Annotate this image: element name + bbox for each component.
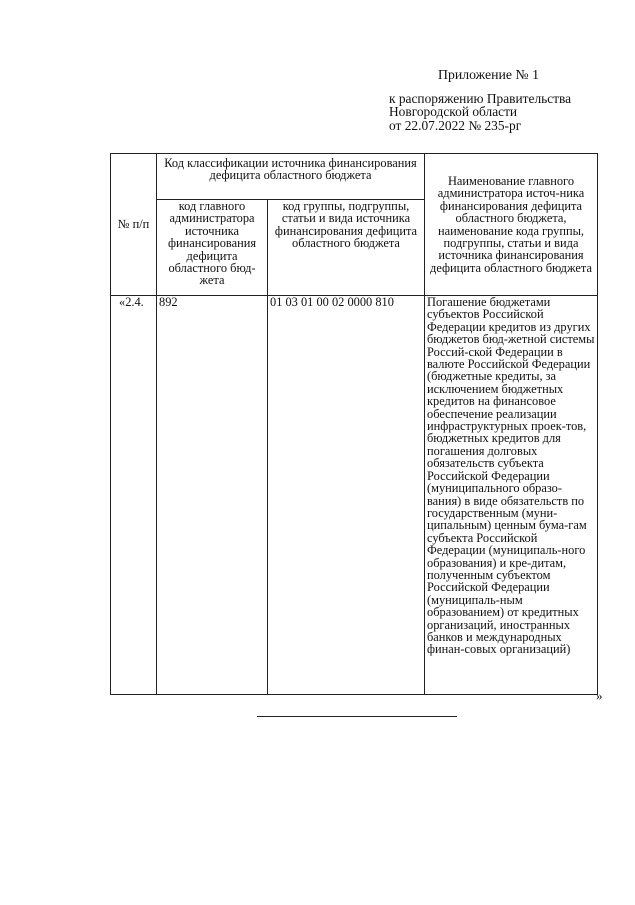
row-number: «2.4. bbox=[111, 296, 157, 695]
appendix-header bbox=[389, 68, 619, 132]
separator-line bbox=[257, 716, 457, 717]
table-header-row bbox=[111, 154, 598, 200]
row-name: Погашение бюджетами субъектов Российской Федерации кредитов из других бюджетов бюд-жетной системы Россий-ской Федерации в валюте Российской Федерации (бюджетные кредиты, за исключением бюджетных кредитов на финансовое обеспечение реализации инфраструктурных проек-тов, бюджетных кредитов для погашения долговых обязательств субъекта Российской Федерации (муниципального образо-вания) в виде обязательств по государственным (муни-ципальным) ценным бума-гам субъекта Российской Федерации (муниципаль-ного образования) и кре-дитам, полученным субъектом Российской Федерации (муниципаль-ным образованием) от кредитных организаций, иностранных банков и международных финан-совых организаций) bbox=[425, 296, 598, 695]
appendix-line-region: Новгородской области bbox=[389, 104, 518, 119]
header-classification-code: Код классификации источника финансирования дефицита областного бюджета bbox=[157, 154, 425, 200]
row-admin-code: 892 bbox=[157, 296, 268, 695]
appendix-title: Приложение № 1 bbox=[438, 67, 540, 82]
table-row bbox=[111, 296, 598, 695]
header-admin-code: код главного администратора источника финансирования дефицита областного бюд-жета bbox=[157, 200, 268, 296]
header-name: Наименование главного администратора источ-ника финансирования дефицита областного бюджета, наименование кода группы, подгруппы, статьи и вида источника финансирования дефицита областного бюджета bbox=[425, 154, 598, 296]
appendix-line-date: от 22.07.2022 № 235-рг bbox=[389, 117, 522, 133]
classification-table bbox=[110, 153, 598, 695]
row-group-code: 01 03 01 00 02 0000 810 bbox=[268, 296, 425, 695]
header-number: № п/п bbox=[111, 154, 157, 296]
appendix-line-decree: к распоряжению Правительства bbox=[389, 90, 572, 106]
closing-quote: » bbox=[596, 688, 603, 703]
header-group-code: код группы, подгруппы, статьи и вида источника финансирования дефицита областного бюджета bbox=[268, 200, 425, 296]
